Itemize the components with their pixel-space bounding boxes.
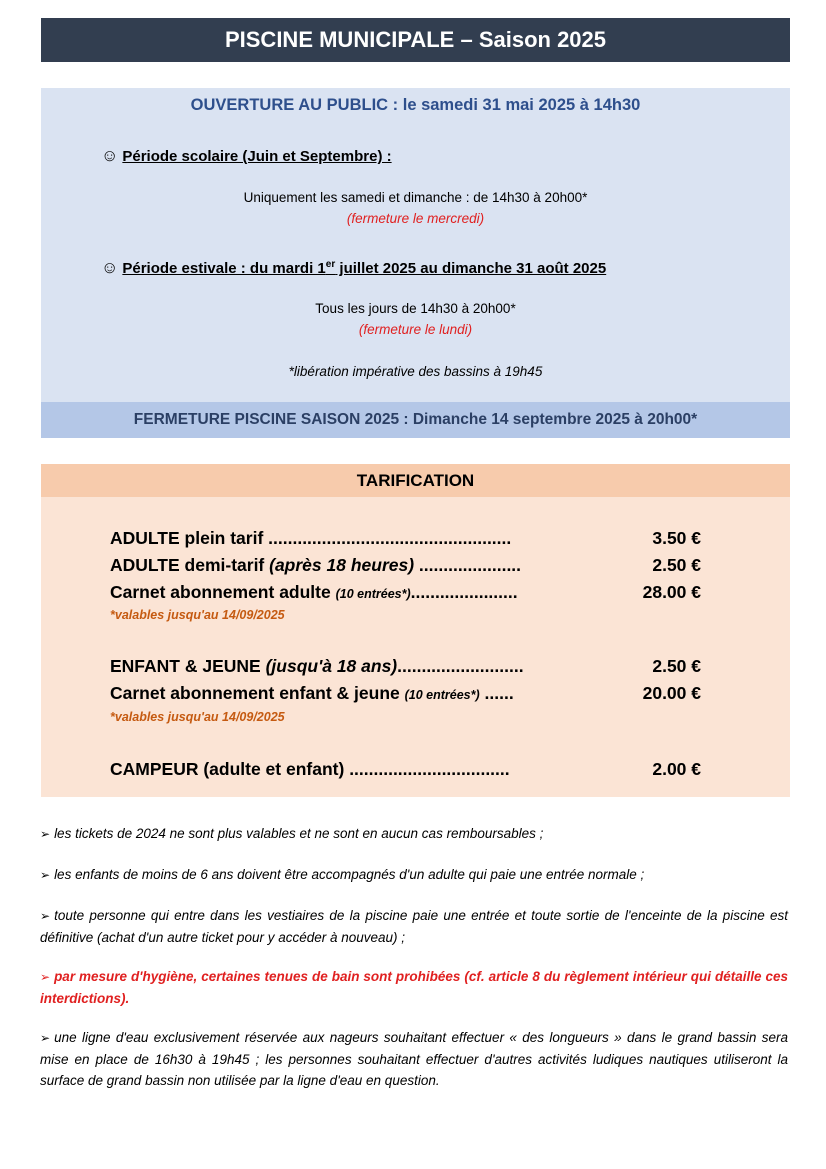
- arrow-bullet-icon: ➢: [40, 827, 51, 841]
- tarif-row-enfant: ENFANT & JEUNE (jusqu'à 18 ans)..........................: [110, 656, 524, 676]
- period-school-closure: (fermeture le mercredi): [346, 211, 485, 226]
- tarif-price: 20.00 €: [642, 683, 701, 703]
- smiley-icon: ☺: [101, 258, 119, 277]
- tarif-row-adulte: ADULTE plein tarif ..................................................: [110, 528, 512, 548]
- opening-date: OUVERTURE AU PUBLIC : le samedi 31 mai 2025 à 14h30: [190, 96, 641, 114]
- period-school-heading: ☺ Période scolaire (Juin et Septembre) :: [101, 146, 392, 165]
- tarif-heading: TARIFICATION: [41, 464, 790, 497]
- schedule-panel: [41, 88, 790, 402]
- tarif-table: [41, 497, 790, 797]
- note-item: ➢ une ligne d'eau exclusivement réservée aux nageurs souhaitant effectuer « des longueurs » dans le grand bassin sera mise en place de 16h30 à 19h45 ; les personnes souhaitant effectuer d'autres activités ludiques nautiques utiliseront la surface de grand bassin non utilisée par la ligne d'eau en question.: [40, 1030, 788, 1088]
- validity-note: *valables jusqu'au 14/09/2025: [110, 710, 285, 724]
- tarif-price: 2.50 €: [652, 555, 701, 575]
- tarif-row-adulte-demi: ADULTE demi-tarif (après 18 heures) .....................: [110, 555, 522, 575]
- page-title: PISCINE MUNICIPALE – Saison 2025: [41, 18, 790, 62]
- period-summer-heading: ☺ Période estivale : du mardi 1er juillet 2025 au dimanche 31 août 2025: [101, 258, 607, 277]
- tarif-price: 2.50 €: [652, 656, 701, 676]
- period-summer-hours: Tous les jours de 14h30 à 20h00*: [315, 301, 516, 316]
- tarif-row-campeur: CAMPEUR (adulte et enfant) .................................: [110, 759, 510, 779]
- arrow-bullet-icon: ➢: [40, 1031, 51, 1045]
- note-item: ➢ toute personne qui entre dans les vestiaires de la piscine paie une entrée et toute sortie de l'enceinte de la piscine est définitive (achat d'un autre ticket pour y accéder à nouveau) ;: [40, 908, 788, 945]
- closing-date: FERMETURE PISCINE SAISON 2025 : Dimanche 14 septembre 2025 à 20h00*: [41, 402, 790, 438]
- validity-note: *valables jusqu'au 14/09/2025: [110, 608, 285, 622]
- tarif-price: 3.50 €: [652, 528, 701, 548]
- tarif-row-carnet-adulte: Carnet abonnement adulte (10 entrées*)......................: [110, 582, 518, 602]
- arrow-bullet-icon: ➢: [40, 868, 51, 882]
- arrow-bullet-icon: ➢: [40, 970, 51, 984]
- note-item-hygiene: ➢ par mesure d'hygiène, certaines tenues de bain sont prohibées (cf. article 8 du règlement intérieur qui détaille ces interdictions).: [40, 969, 788, 1006]
- schedule-footnote: *libération impérative des bassins à 19h45: [288, 364, 543, 379]
- period-summer-closure: (fermeture le lundi): [358, 322, 473, 337]
- note-item: ➢ les tickets de 2024 ne sont plus valables et ne sont en aucun cas remboursables ;: [40, 826, 544, 841]
- tarif-row-carnet-enfant: Carnet abonnement enfant & jeune (10 entrées*) ......: [110, 683, 514, 703]
- tarif-price: 28.00 €: [642, 582, 701, 602]
- period-school-hours: Uniquement les samedi et dimanche : de 14h30 à 20h00*: [243, 190, 588, 205]
- tarif-price: 2.00 €: [652, 759, 701, 779]
- arrow-bullet-icon: ➢: [40, 909, 51, 923]
- smiley-icon: ☺: [101, 146, 119, 165]
- note-item: ➢ les enfants de moins de 6 ans doivent être accompagnés d'un adulte qui paie une entrée normale ;: [40, 867, 645, 882]
